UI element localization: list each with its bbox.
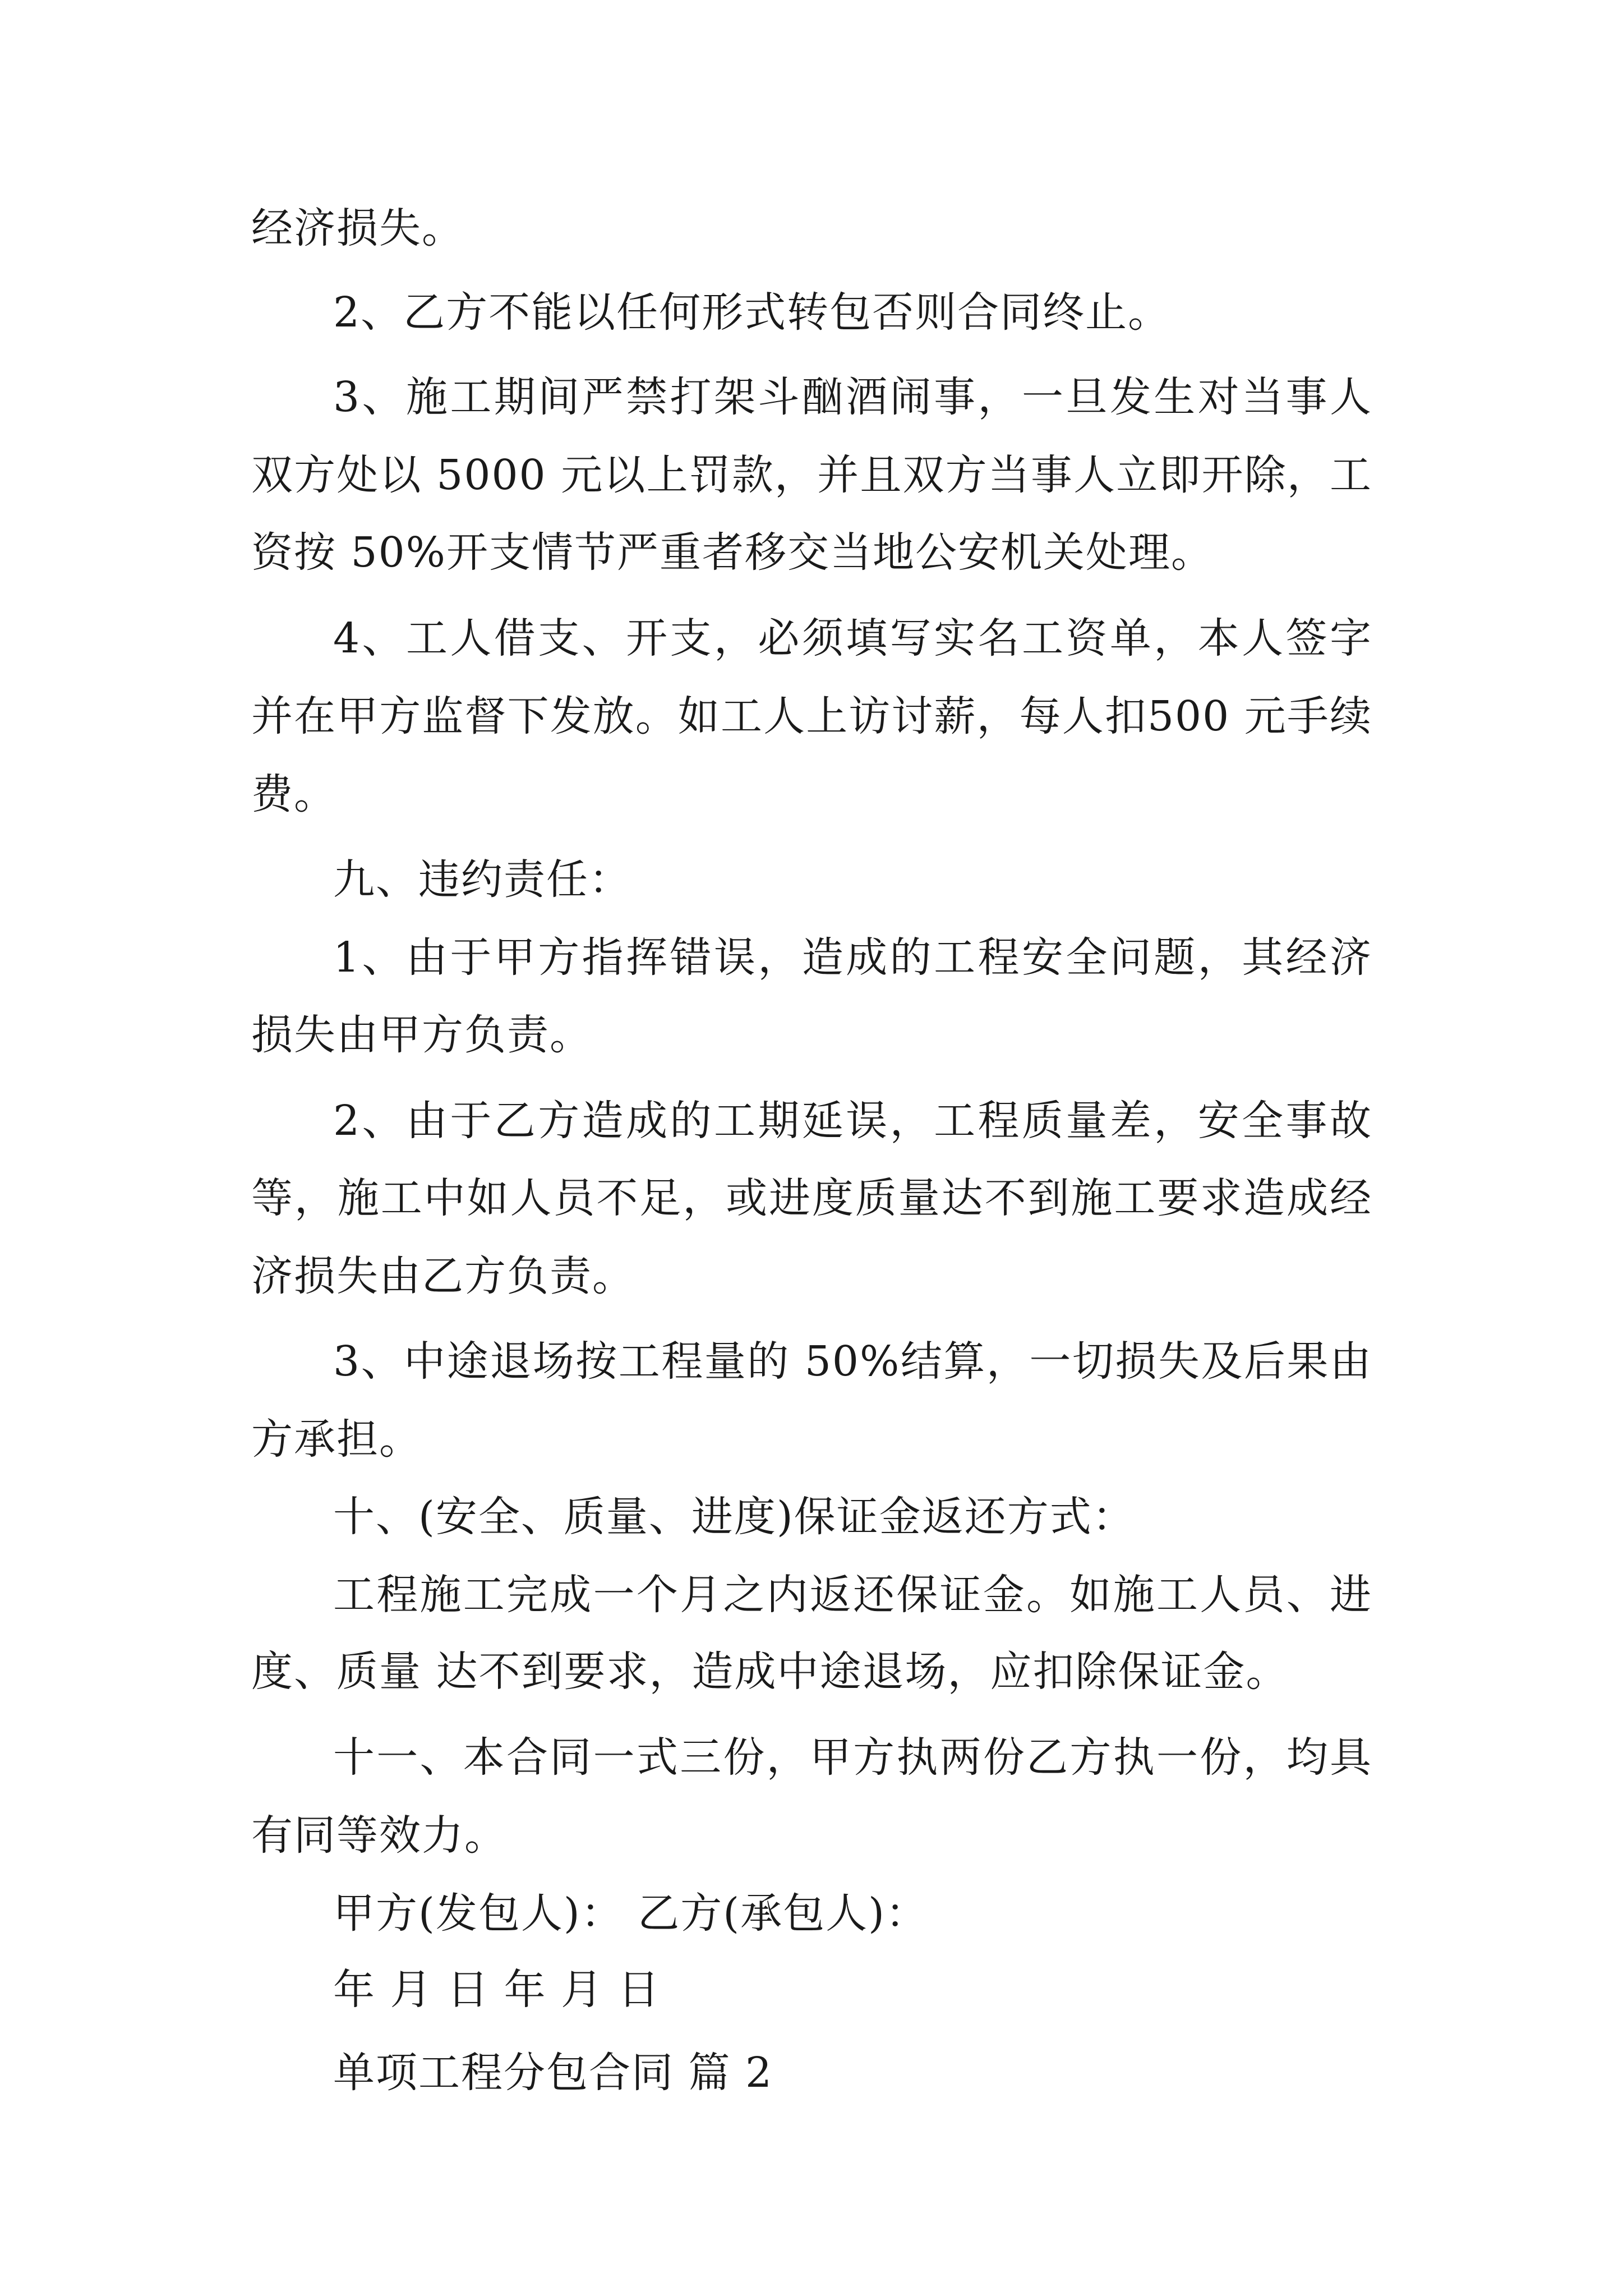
text-line: 4、工人借支、开支，必须填写实名工资单，本人签字 (333, 614, 1372, 662)
text-line: 损失由甲方负责。 (251, 1011, 592, 1059)
text-line: 2、乙方不能以任何形式转包否则合同终止。 (333, 288, 1171, 337)
text-line: 度、质量 达不到要求，造成中途退场，应扣除保证金。 (251, 1648, 1289, 1696)
text-line: 济损失由乙方负责。 (251, 1252, 635, 1300)
text-line: 1、由于甲方指挥错误，造成的工程安全问题，其经济 (333, 933, 1372, 982)
document-title: 单项工程分包合同 篇 2 (333, 2049, 773, 2097)
text-line: 等，施工中如人员不足，或进度质量达不到施工要求造成经 (251, 1174, 1372, 1222)
text-line: 双方处以 5000 元以上罚款，并且双方当事人立即开除，工 (251, 451, 1372, 499)
section-heading: 九、违约责任： (333, 855, 631, 904)
text-line: 资按 50%开支情节严重者移交当地公安机关处理。 (251, 528, 1214, 577)
section-heading: 十、(安全、质量、进度)保证金返还方式： (333, 1493, 1135, 1541)
text-line: 3、中途退场按工程量的 50%结算，一切损失及后果由 (333, 1337, 1372, 1386)
text-line: 工程施工完成一个月之内返还保证金。如施工人员、进 (333, 1571, 1372, 1619)
text-line: 2、由于乙方造成的工期延误，工程质量差，安全事故 (333, 1097, 1372, 1145)
text-line: 方承担。 (251, 1415, 422, 1464)
text-line: 3、施工期间严禁打架斗酗酒闹事，一旦发生对当事人 (333, 373, 1372, 421)
date-line: 年 月 日 年 月 日 (333, 1966, 661, 2014)
text-line: 费。 (251, 770, 336, 818)
text-line: 有同等效力。 (251, 1811, 507, 1860)
text-line: 并在甲方监督下发放。如工人上访讨薪，每人扣500 元手续 (251, 692, 1372, 740)
signature-parties-line: 甲方(发包人)： 乙方(承包人)： (333, 1889, 929, 1938)
section-heading: 十一、本合同一式三份，甲方执两份乙方执一份，均具 (333, 1733, 1372, 1782)
text-line: 经济损失。 (251, 204, 464, 252)
